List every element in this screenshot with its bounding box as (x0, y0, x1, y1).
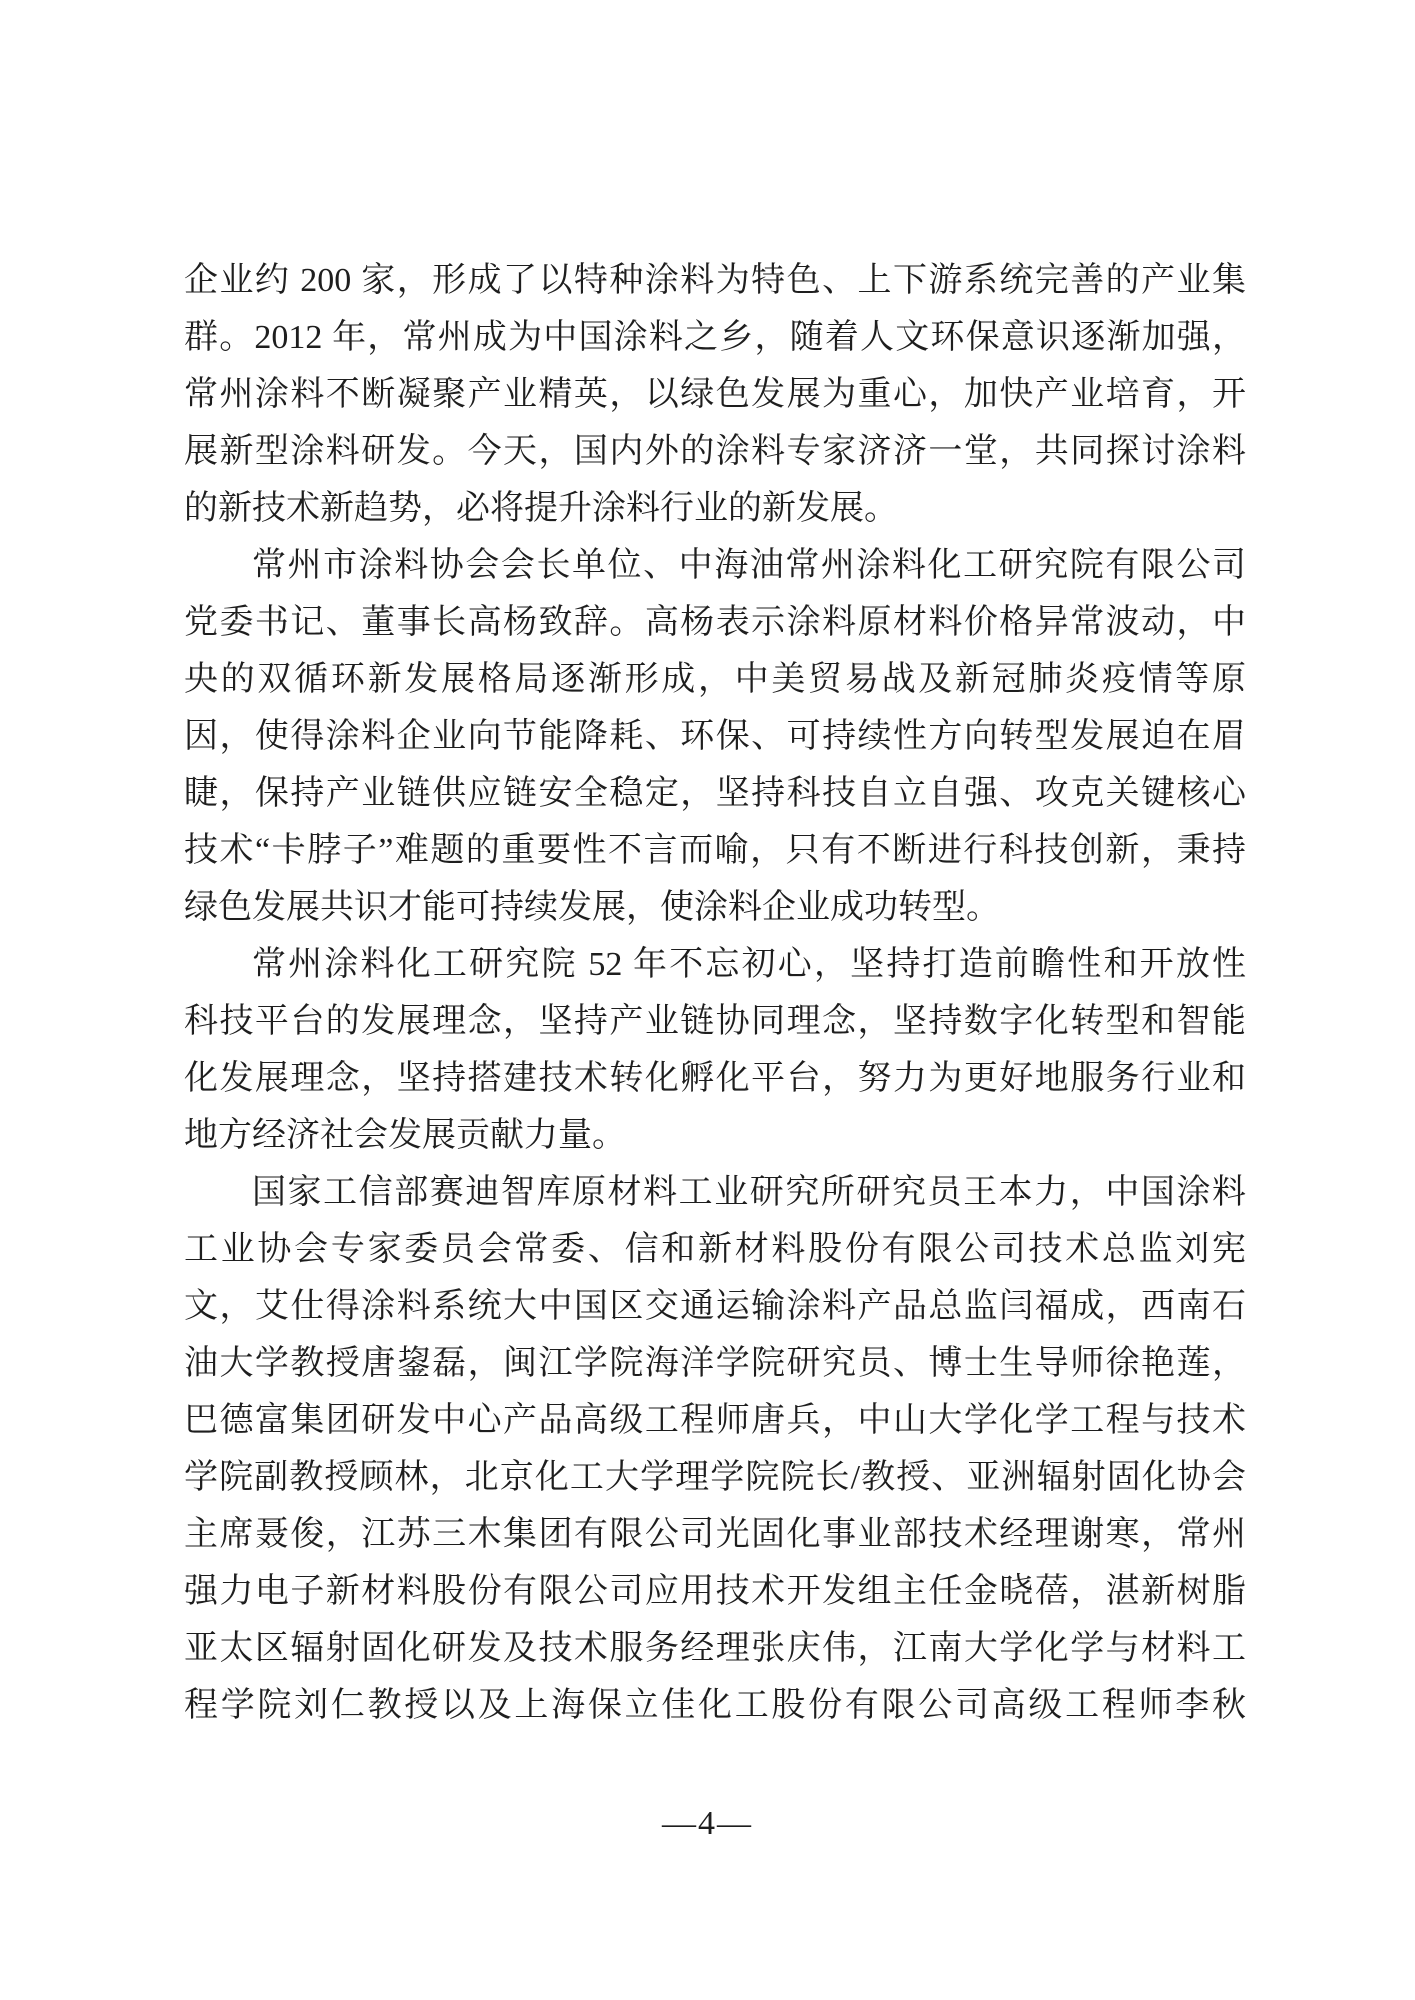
text-line: 党委书记、董事长高杨致辞。高杨表示涂料原材料价格异常波动，中 (184, 604, 1246, 641)
text-line: 化发展理念，坚持搭建技术转化孵化平台，努力为更好地服务行业和 (184, 1060, 1246, 1097)
text-line: 企业约 200 家，形成了以特种涂料为特色、上下游系统完善的产业集 (184, 262, 1246, 299)
text-line: 地方经济社会发展贡献力量。 (184, 1117, 626, 1154)
text-line: 的新技术新趋势，必将提升涂料行业的新发展。 (184, 490, 898, 527)
text-line: 工业协会专家委员会常委、信和新材料股份有限公司技术总监刘宪 (184, 1231, 1246, 1268)
text-line: 程学院刘仁教授以及上海保立佳化工股份有限公司高级工程师李秋 (184, 1687, 1246, 1724)
text-line: 展新型涂料研发。今天，国内外的涂料专家济济一堂，共同探讨涂料 (184, 433, 1246, 470)
text-line: 学院副教授顾林，北京化工大学理学院院长/教授、亚洲辐射固化协会 (184, 1459, 1246, 1496)
text-line: 国家工信部赛迪智库原材料工业研究所研究员王本力，中国涂料 (252, 1174, 1246, 1211)
text-line: 文，艾仕得涂料系统大中国区交通运输涂料产品总监闫福成，西南石 (184, 1288, 1246, 1325)
text-line: 常州市涂料协会会长单位、中海油常州涂料化工研究院有限公司 (252, 547, 1246, 584)
text-line: 科技平台的发展理念，坚持产业链协同理念，坚持数字化转型和智能 (184, 1003, 1246, 1040)
text-line: 绿色发展共识才能可持续发展，使涂料企业成功转型。 (184, 889, 1000, 926)
text-line: 巴德富集团研发中心产品高级工程师唐兵，中山大学化学工程与技术 (184, 1402, 1246, 1439)
text-line: 常州涂料化工研究院 52 年不忘初心，坚持打造前瞻性和开放性 (252, 946, 1246, 983)
text-line: 群。2012 年，常州成为中国涂料之乡，随着人文环保意识逐渐加强， (184, 319, 1246, 356)
text-line: 亚太区辐射固化研发及技术服务经理张庆伟，江南大学化学与材料工 (184, 1630, 1246, 1667)
text-line: 常州涂料不断凝聚产业精英，以绿色发展为重心，加快产业培育，开 (184, 376, 1246, 413)
text-line: 强力电子新材料股份有限公司应用技术开发组主任金晓蓓，湛新树脂 (184, 1573, 1246, 1610)
text-line: 因，使得涂料企业向节能降耗、环保、可持续性方向转型发展迫在眉 (184, 718, 1246, 755)
document-text-block (184, 252, 1246, 1734)
text-line: 油大学教授唐鋆磊，闽江学院海洋学院研究员、博士生导师徐艳莲， (184, 1345, 1246, 1382)
text-line: 主席聂俊，江苏三木集团有限公司光固化事业部技术经理谢寒，常州 (184, 1516, 1246, 1553)
page-number: —4— (662, 1805, 753, 1842)
text-line: 技术“卡脖子”难题的重要性不言而喻，只有不断进行科技创新，秉持 (184, 832, 1246, 869)
text-line: 央的双循环新发展格局逐渐形成，中美贸易战及新冠肺炎疫情等原 (184, 661, 1246, 698)
text-line: 睫，保持产业链供应链安全稳定，坚持科技自立自强、攻克关键核心 (184, 775, 1246, 812)
